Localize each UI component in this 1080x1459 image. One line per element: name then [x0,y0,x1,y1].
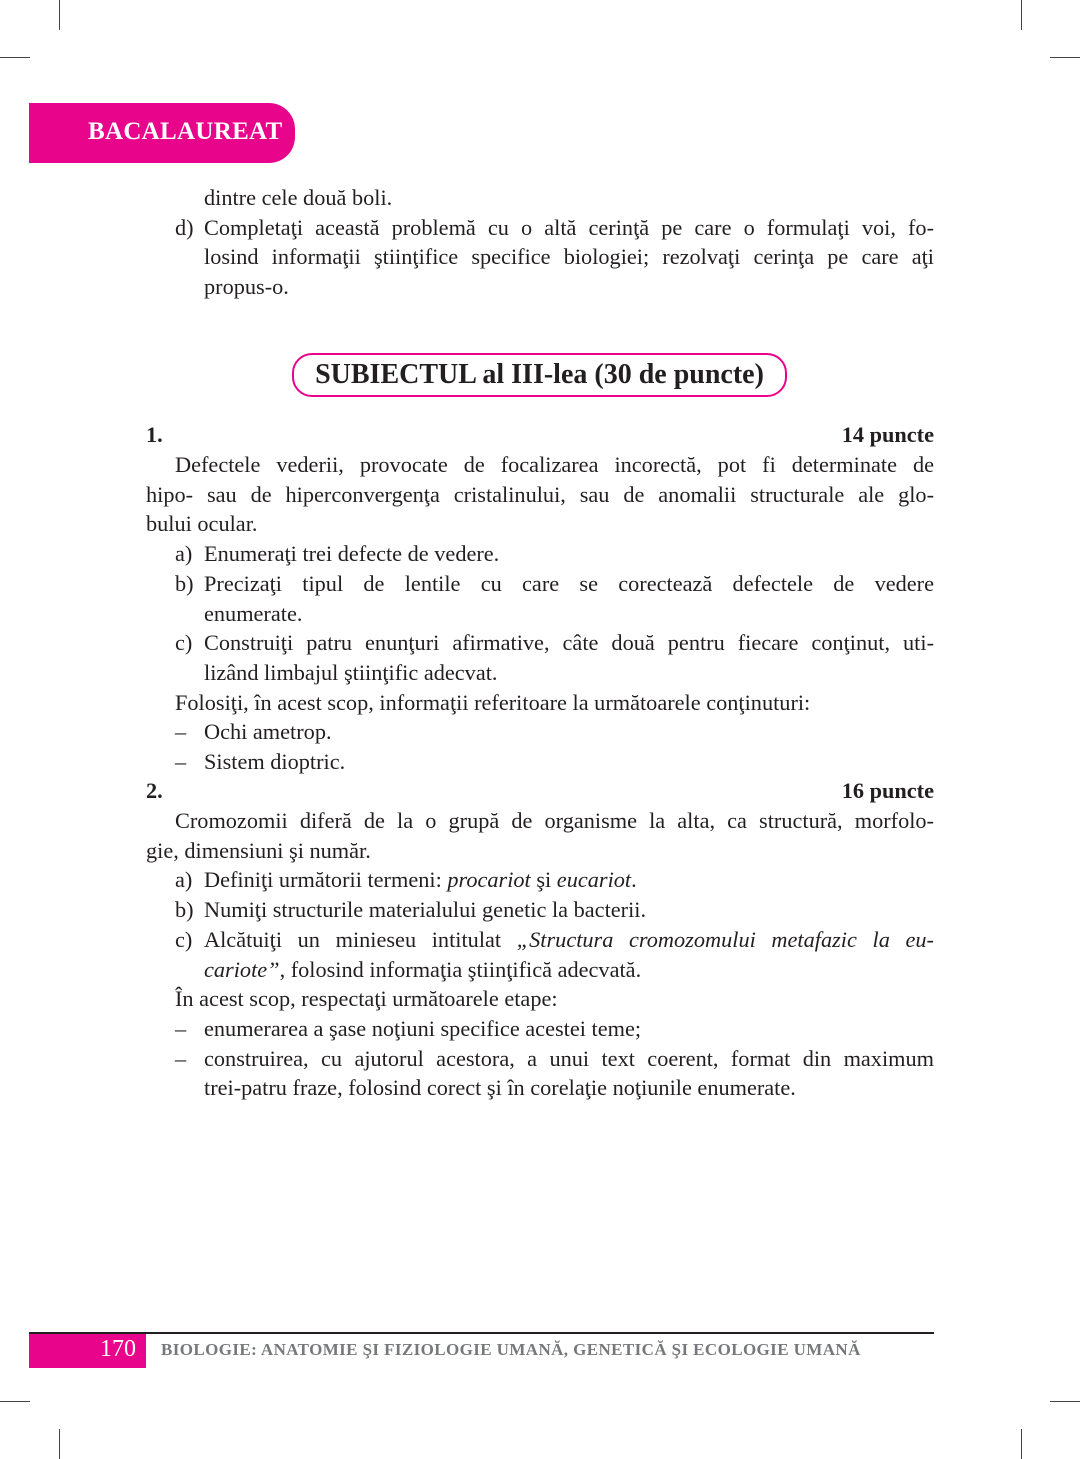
text-line [204,183,392,212]
text-line [204,213,934,242]
text-line [204,747,345,776]
text-segment: Folosiţi, în acest scop, informaţii referitoare la următoarele conţinuturi: [175,689,811,715]
text-segment: construirea, cu ajutorul acestora, a unui text coerent, format din maximum [204,1045,934,1071]
text-segment: În acest scop, respectaţi următoarele etape: [175,986,558,1012]
list-marker: d) [175,214,194,240]
text-segment: enumerate. [204,600,303,626]
italic-text: „Structura cromozomului metafazic la eu- [516,926,934,952]
text-segment: hipo- sau de hiperconvergenţa cristalinului, sau de anomalii structurale ale glo- [146,481,934,507]
crop-mark [1021,0,1022,30]
italic-text: procariot [447,867,531,893]
text-line [204,242,934,271]
text-line [204,895,646,924]
text-line [204,569,934,598]
text-segment: Construiţi patru enunţuri afirmative, câte două pentru fiecare conţinut, uti- [204,630,934,656]
page-number-box [29,1334,146,1368]
list-marker: b) [175,570,194,596]
text-segment: Precizaţi tipul de lentile cu care se corectează defectele de vedere [204,570,934,596]
text-line [204,1044,934,1073]
crop-mark [0,57,30,58]
list-marker: a) [175,541,193,567]
text-line [204,925,934,954]
text-segment: Sistem dioptric. [204,749,346,774]
section-title-box [292,353,787,397]
text-segment: Cromozomii diferă de la o grupă de organisme la alta, ca structură, morfolo- [175,808,934,833]
text-line [204,539,499,568]
text-line [204,1073,796,1102]
crop-mark [1050,1401,1080,1402]
italic-text: eucariot [556,867,632,893]
text-line [204,1014,641,1043]
crop-mark [59,1429,60,1459]
text-segment: gie, dimensiuni şi număr. [146,837,371,863]
footer-book-title: BIOLOGIE: ANATOMIE ŞI FIZIOLOGIE UMANĂ, GENETICĂ ŞI ECOLOGIE UMANĂ [161,1340,861,1359]
crop-mark [59,0,60,30]
text-line [204,955,641,984]
item-number: 2. [146,778,163,803]
text-line [204,599,302,628]
text-segment: , folosind informaţia ştiinţifică adecvată. [279,956,642,982]
list-marker: – [175,1045,187,1071]
text-segment: Numiţi structurile materialului genetic la bacterii. [204,897,647,923]
text-line [204,865,637,894]
text-segment: Ochi ametrop. [204,719,332,745]
text-line [204,658,498,687]
item-points: 16 puncte [841,778,934,803]
text-segment: bului ocular. [146,511,258,537]
text-segment: propus-o. [204,274,289,300]
text-segment: lizând limbajul ştiinţific adecvat. [204,659,498,685]
text-line [175,688,810,717]
page-number: 170 [100,1336,136,1362]
item-points: 14 puncte [841,422,934,447]
list-marker: c) [175,926,193,952]
text-segment: trei-patru fraze, folosind corect şi în corelaţie noţiunile enumerate. [204,1075,796,1101]
text-segment: Enumeraţi trei defecte de vedere. [204,541,500,567]
text-line [146,480,934,509]
text-segment: . [631,867,637,893]
crop-mark [0,1401,30,1402]
italic-text: cariote” [204,956,280,982]
list-marker: – [175,749,187,774]
text-line [175,450,934,479]
text-segment: dintre cele două boli. [204,185,393,210]
footer-rule [29,1332,934,1334]
text-segment: Alcătuiţi un minieseu intitulat [204,926,517,952]
text-segment: Definiţi următorii termeni: [204,867,448,893]
section-badge [29,103,295,163]
crop-mark [1050,57,1080,58]
text-segment: şi [530,867,557,893]
list-marker: – [175,719,187,745]
text-line [204,628,934,657]
text-segment: Defectele vederii, provocate de focalizarea incorectă, pot fi determinate de [175,452,934,477]
text-line [175,984,558,1013]
list-marker: c) [175,630,193,656]
text-line [204,717,332,746]
section-title: SUBIECTUL al III-lea (30 de puncte) [315,359,764,390]
text-line [146,836,371,865]
text-segment: Completaţi această problemă cu o altă cerinţă pe care o formulaţi voi, fo- [204,214,934,240]
text-segment: losind informaţii ştiinţifice specifice biologiei; rezolvaţi cerinţa pe care aţi [204,244,934,270]
list-marker: b) [175,897,194,923]
text-segment: enumerarea a şase noţiuni specifice acestei teme; [204,1015,642,1041]
text-line [204,272,289,301]
item-number: 1. [146,422,163,447]
text-line [146,509,257,538]
list-marker: – [175,1015,187,1041]
list-marker: a) [175,867,193,893]
badge-label: BACALAUREAT [88,118,283,145]
text-line [175,806,934,835]
crop-mark [1021,1429,1022,1459]
